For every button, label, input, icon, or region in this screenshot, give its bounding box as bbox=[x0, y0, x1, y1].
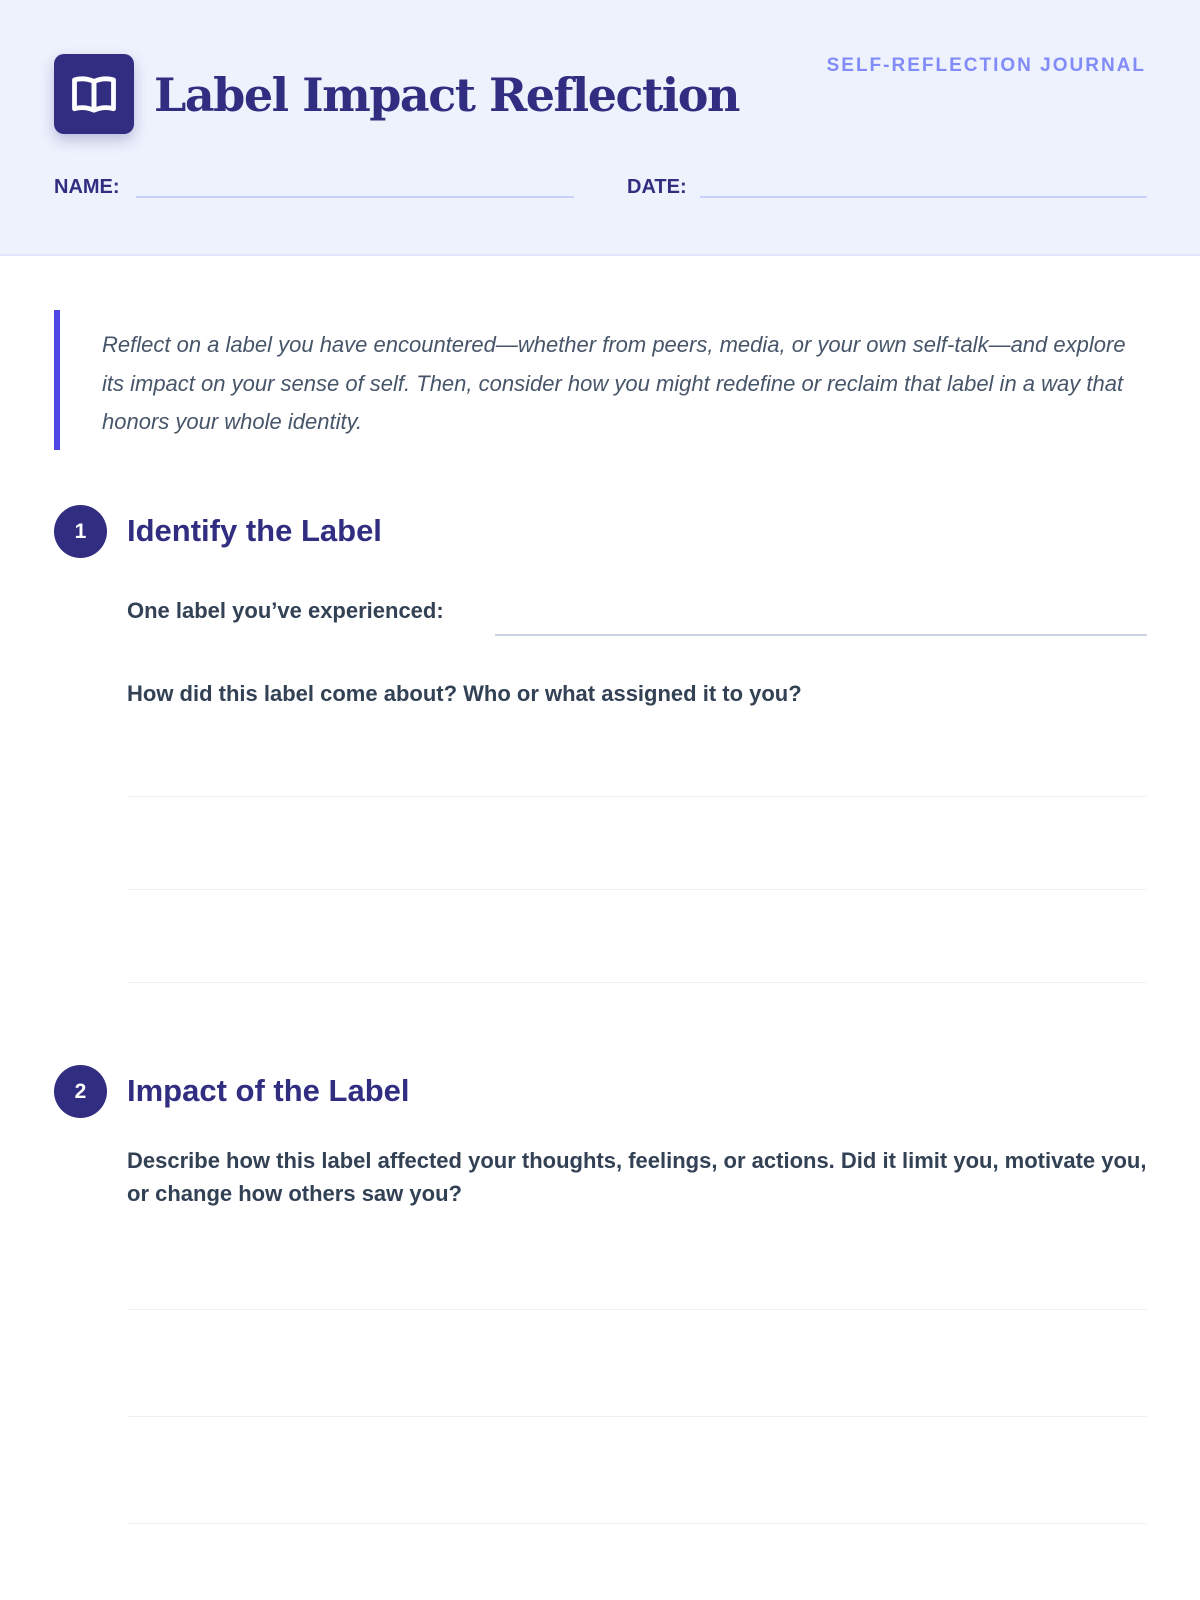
writing-line[interactable] bbox=[127, 1523, 1147, 1524]
label-answer-field[interactable] bbox=[495, 634, 1147, 636]
name-label: NAME: bbox=[54, 176, 120, 198]
section-number-badge: 2 bbox=[54, 1065, 107, 1118]
section-title: Impact of the Label bbox=[127, 1073, 410, 1108]
date-label: DATE: bbox=[627, 176, 687, 198]
writing-line[interactable] bbox=[127, 982, 1147, 983]
date-field[interactable] bbox=[700, 196, 1147, 198]
writing-line[interactable] bbox=[127, 796, 1147, 797]
prompt-question: How did this label come about? Who or what assigned it to you? bbox=[127, 681, 802, 706]
writing-line[interactable] bbox=[127, 1416, 1147, 1417]
worksheet-header bbox=[0, 0, 1200, 256]
section-title: Identify the Label bbox=[127, 513, 382, 548]
prompt-label: One label you’ve experienced: bbox=[127, 598, 444, 623]
writing-line[interactable] bbox=[127, 889, 1147, 890]
section-number-badge: 1 bbox=[54, 505, 107, 558]
journal-tag: SELF-REFLECTION JOURNAL bbox=[826, 55, 1146, 76]
page-title: Label Impact Reflection bbox=[154, 68, 739, 122]
intro-callout bbox=[54, 310, 1147, 450]
intro-text: Reflect on a label you have encountered—whether from peers, media, or your own self-talk—and explore its impact on your sense of self. Then, consider how you might redefine or reclaim that label in a way that honors your whole identity. bbox=[102, 332, 1126, 434]
logo bbox=[54, 54, 134, 134]
writing-line[interactable] bbox=[127, 1309, 1147, 1310]
prompt-question: Describe how this label affected your thoughts, feelings, or actions. Did it limit you, motivate you, or change how others saw you? bbox=[127, 1148, 1147, 1206]
name-field[interactable] bbox=[136, 196, 574, 198]
open-book-icon bbox=[68, 68, 120, 120]
